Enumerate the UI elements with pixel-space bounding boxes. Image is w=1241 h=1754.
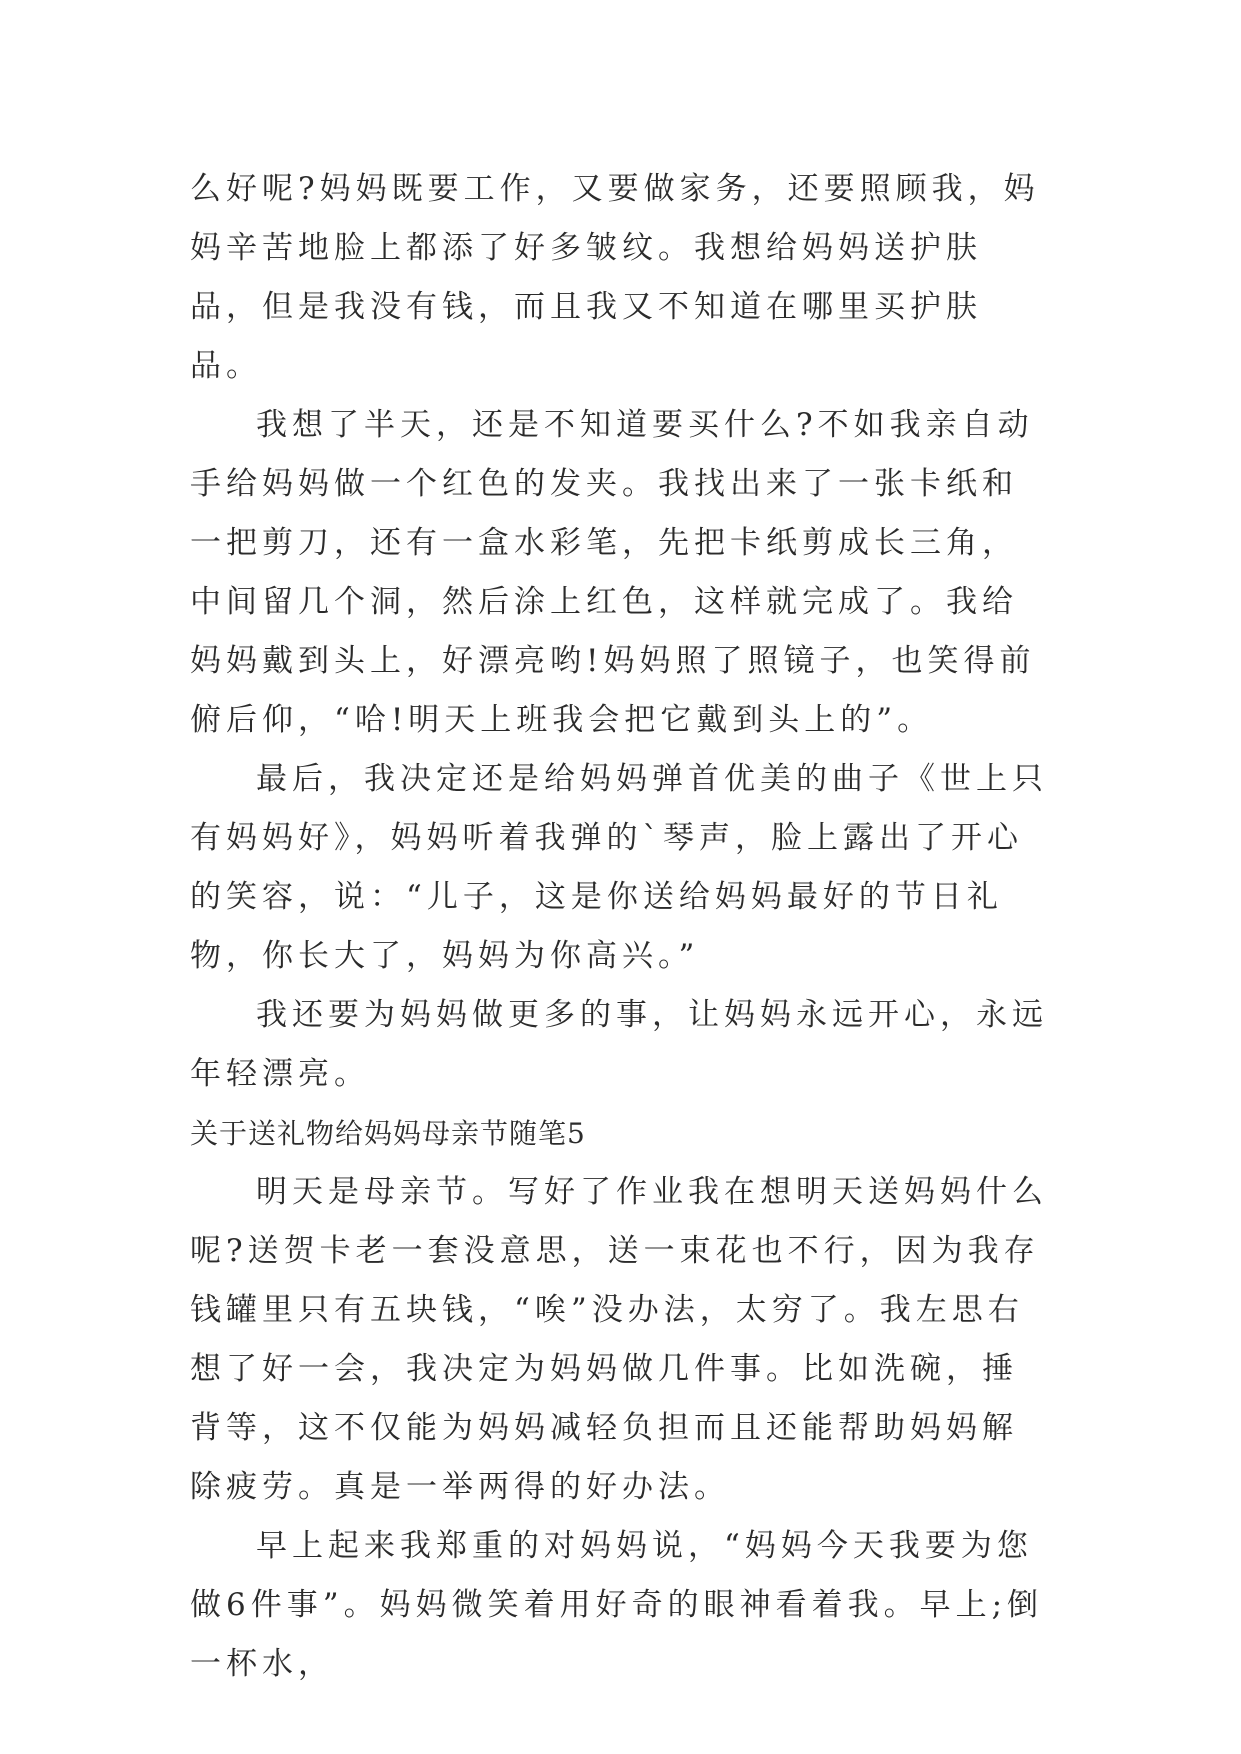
paragraph-6: 早上起来我郑重的对妈妈说，“妈妈今天我要为您做6件事”。妈妈微笑着用好奇的眼神看着我。早上;倒一杯水，	[190, 1528, 1044, 1682]
paragraph-4: 我还要为妈妈做更多的事，让妈妈永远开心，永远年轻漂亮。	[190, 997, 1048, 1092]
section-heading: 关于送礼物给妈妈母亲节随笔5	[190, 1117, 586, 1150]
paragraph-5: 明天是母亲节。写好了作业我在想明天送妈妈什么呢?送贺卡老一套没意思，送一束花也不行，因为我存钱罐里只有五块钱，“唉”没办法，太穷了。我左思右想了好一会，我决定为妈妈做几件事。比如洗碗，捶背等，这不仅能为妈妈减轻负担而且还能帮助妈妈解除疲劳。真是一举两得的好办法。	[190, 1174, 1048, 1505]
paragraph-2: 我想了半天，还是不知道要买什么?不如我亲自动手给妈妈做一个红色的发夹。我找出来了一张卡纸和一把剪刀，还有一盒水彩笔，先把卡纸剪成长三角，中间留几个洞，然后涂上红色，这样就完成了。我给妈妈戴到头上，好漂亮哟!妈妈照了照镜子，也笑得前俯后仰，“哈!明天上班我会把它戴到头上的”。	[190, 407, 1036, 738]
paragraph-3: 最后，我决定还是给妈妈弹首优美的曲子《世上只有妈妈好》，妈妈听着我弹的`琴声，脸上露出了开心的笑容，说：“儿子，这是你送给妈妈最好的节日礼物，你长大了，妈妈为你高兴。”	[190, 761, 1048, 974]
paragraph-1: 么好呢?妈妈既要工作，又要做家务，还要照顾我，妈妈辛苦地脸上都添了好多皱纹。我想给妈妈送护肤品，但是我没有钱，而且我又不知道在哪里买护肤品。	[190, 171, 1040, 384]
article-body	[190, 160, 1050, 1694]
